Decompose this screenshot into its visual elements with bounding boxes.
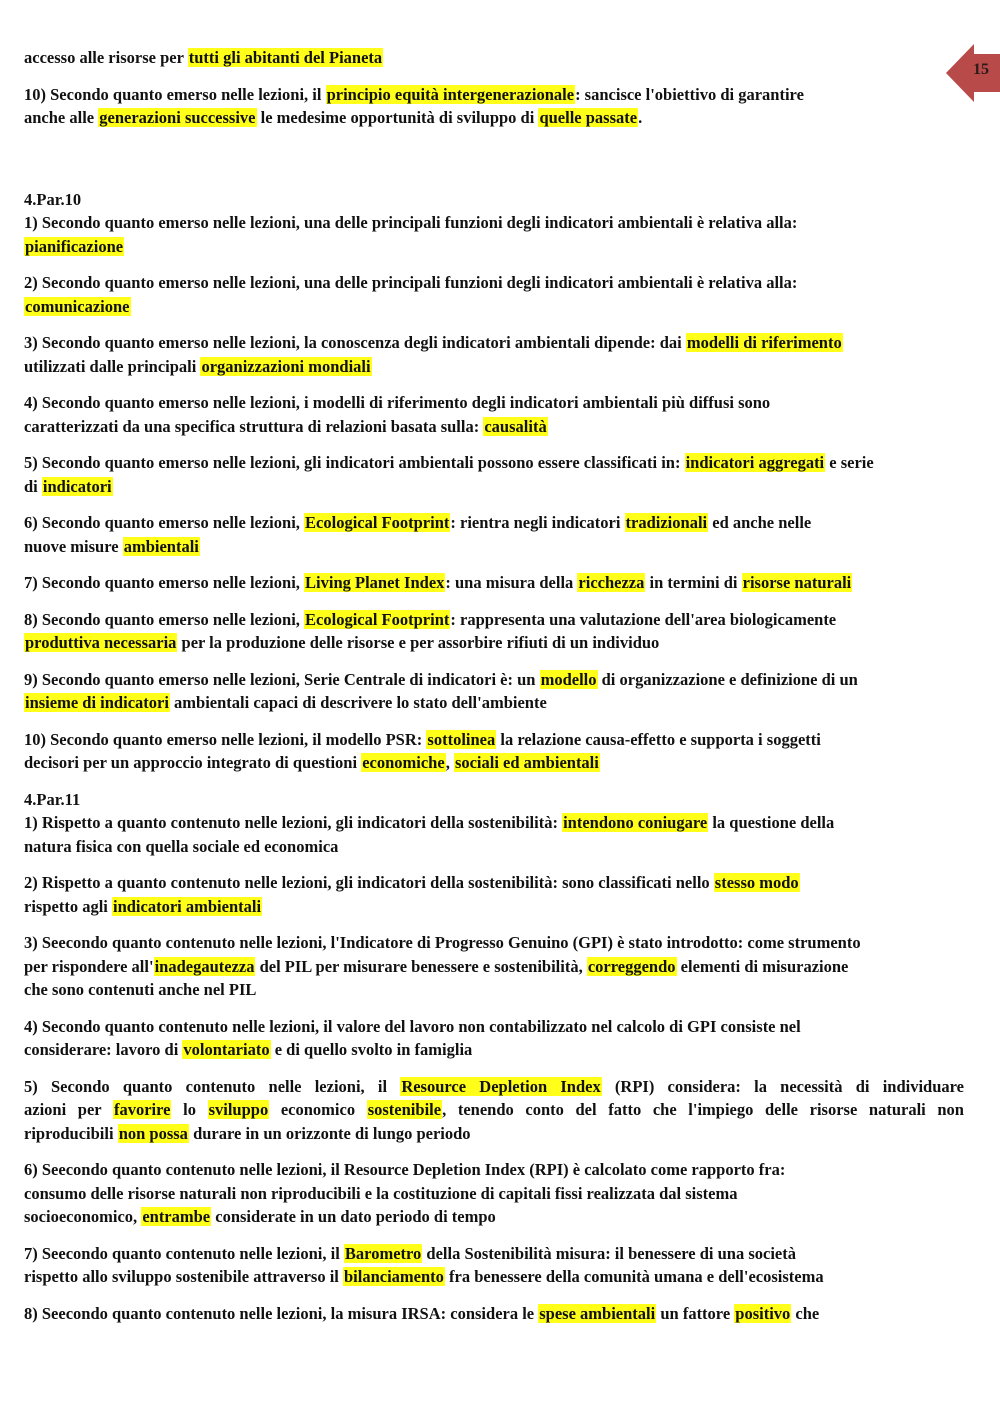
text-line <box>24 1242 964 1266</box>
text-line <box>24 751 964 775</box>
highlighted-answer: causalità <box>484 416 547 436</box>
highlighted-answer: risorse naturali <box>742 573 852 592</box>
highlighted-answer: indicatori ambientali <box>113 896 262 916</box>
text-run: durare in un orizzonte di lungo periodo <box>188 1123 471 1143</box>
text-line <box>24 871 964 895</box>
text-run: 2) Rispetto a quanto contenuto nelle lezioni, gli indicatori della sostenibilità: sono classificati nello <box>24 873 714 892</box>
text-run: in termini di <box>645 573 742 592</box>
question-item <box>24 391 964 438</box>
text-run: 5) Secondo quanto contenuto nelle lezioni, il <box>24 1076 401 1096</box>
text-run: 4) Secondo quanto contenuto nelle lezioni, il valore del lavoro non contabilizzato nel calcolo di GPI consiste nel <box>24 1016 801 1036</box>
highlighted-answer: principio equità intergenerazionale <box>326 84 575 104</box>
text-run: per la produzione delle risorse e per assorbire rifiuti di un individuo <box>177 633 660 652</box>
highlighted-answer: economiche <box>362 753 445 772</box>
text-run: che sono contenuti anche nel PIL <box>24 980 257 999</box>
text-line <box>24 235 964 259</box>
highlighted-answer: sviluppo <box>208 1100 269 1119</box>
text-run: caratterizzati da una specifica struttura di relazioni basata sulla: <box>24 416 484 436</box>
text-run: : rientra negli indicatori <box>450 513 625 532</box>
highlighted-answer: intendono coniugare <box>563 813 708 832</box>
continuation-paragraph <box>24 46 964 70</box>
text-run: considerate in un dato periodo di tempo <box>211 1207 496 1226</box>
text-line <box>24 668 964 692</box>
text-line <box>24 211 964 235</box>
question-item <box>24 1015 964 1062</box>
text-line <box>24 535 964 559</box>
text-run: 6) Secondo quanto emerso nelle lezioni, <box>24 513 305 532</box>
text-line <box>24 1182 964 1206</box>
question-item <box>24 571 964 595</box>
text-run: riproducibili <box>24 1123 118 1143</box>
text-line <box>24 415 964 439</box>
text-run: di <box>24 476 42 496</box>
highlighted-answer: indicatori aggregati <box>685 453 825 472</box>
question-item <box>24 668 964 715</box>
text-run: decisori per un approccio integrato di questioni <box>24 753 362 772</box>
highlighted-answer: ambientali <box>123 536 199 556</box>
text-run: e serie <box>825 453 874 472</box>
highlighted-answer: insieme di indicatori <box>25 693 169 712</box>
question-item <box>24 1242 964 1289</box>
highlighted-answer: comunicazione <box>25 296 130 316</box>
text-run: la questione della <box>708 813 835 832</box>
text-run: natura fisica con quella sociale ed economica <box>24 836 339 856</box>
highlighted-answer: stesso modo <box>714 873 799 892</box>
text-line <box>24 511 964 535</box>
highlighted-answer: tutti gli abitanti del Pianeta <box>188 48 383 67</box>
highlighted-answer: Living Planet Index <box>305 573 445 592</box>
text-line <box>24 1098 964 1122</box>
highlighted-answer: bilanciamento <box>344 1267 444 1286</box>
text-run: 1) Secondo quanto emerso nelle lezioni, una delle principali funzioni degli indicatori ambientali è relativa alla: <box>24 213 798 232</box>
highlighted-answer: volontariato <box>183 1040 270 1059</box>
text-run: che <box>791 1303 820 1323</box>
text-run: 8) Secondo quanto emerso nelle lezioni, <box>24 609 305 629</box>
text-line <box>24 1265 964 1289</box>
text-run: ambientali capaci di descrivere lo stato dell'ambiente <box>169 693 547 712</box>
highlighted-answer: spese ambientali <box>539 1303 656 1323</box>
text-run: considerare: lavoro di <box>24 1040 183 1059</box>
highlighted-answer: inadegautezza <box>154 956 255 976</box>
text-run: fra benessere della comunità umana e dell'ecosistema <box>444 1267 824 1286</box>
text-run: accesso alle risorse per <box>24 48 188 67</box>
text-run: 7) Secondo quanto emerso nelle lezioni, <box>24 573 305 592</box>
highlighted-answer: entrambe <box>142 1207 211 1226</box>
text-line <box>24 331 964 355</box>
text-run: la relazione causa-effetto e supporta i soggetti <box>496 729 821 749</box>
highlighted-answer: non possa <box>118 1123 188 1143</box>
text-run: consumo delle risorse naturali non riproducibili e la costituzione di capitali fissi realizzata dal sistema <box>24 1183 738 1203</box>
text-line <box>24 631 964 655</box>
text-run: anche alle <box>24 108 99 127</box>
highlighted-answer: quelle passate <box>539 108 638 127</box>
text-line <box>24 835 964 859</box>
highlighted-answer: correggendo <box>587 956 676 976</box>
question-item <box>24 608 964 655</box>
text-line <box>24 955 964 979</box>
text-line <box>24 1205 964 1229</box>
question-item <box>24 211 964 258</box>
text-run: , tenendo conto del fatto che l'impiego delle risorse naturali non <box>442 1100 964 1119</box>
text-run: : una misura della <box>445 573 578 592</box>
page-number: 15 <box>973 61 989 78</box>
question-item <box>24 871 964 918</box>
text-line <box>24 978 964 1002</box>
text-run: rispetto agli <box>24 896 112 916</box>
text-line <box>24 451 964 475</box>
question-item <box>24 1075 964 1146</box>
text-run: 7) Seecondo quanto contenuto nelle lezioni, il <box>24 1243 344 1263</box>
text-run: per rispondere all' <box>24 956 154 976</box>
text-line <box>24 728 964 752</box>
text-run: 1) Rispetto a quanto contenuto nelle lezioni, gli indicatori della sostenibilità: <box>24 813 563 832</box>
text-run: nuove misure <box>24 536 123 556</box>
highlighted-answer: favorire <box>113 1100 171 1119</box>
highlighted-answer: Ecological Footprint <box>305 513 450 532</box>
text-line <box>24 895 964 919</box>
text-run: 3) Seecondo quanto contenuto nelle lezioni, l'Indicatore di Progresso Genuino (GPI) è stato introdotto: come strumento <box>24 933 861 952</box>
text-run: 2) Secondo quanto emerso nelle lezioni, una delle principali funzioni degli indicatori ambientali è relativa alla: <box>24 273 798 292</box>
text-line <box>24 571 964 595</box>
text-run: : sancisce l'obiettivo di garantire <box>575 84 804 104</box>
highlighted-answer: sottolinea <box>427 729 496 749</box>
text-run: 3) Secondo quanto emerso nelle lezioni, la conoscenza degli indicatori ambientali dipende: dai <box>24 333 686 352</box>
highlighted-answer: indicatori <box>42 476 112 496</box>
highlighted-answer: tradizionali <box>625 513 708 532</box>
text-line <box>24 271 964 295</box>
text-run: socioeconomico, <box>24 1207 142 1226</box>
section-heading: 4.Par.10 <box>24 189 82 209</box>
highlighted-answer: produttiva necessaria <box>25 633 177 652</box>
text-line <box>24 1122 964 1146</box>
highlighted-answer: modelli di riferimento <box>686 333 842 352</box>
text-run: (RPI) considera: la necessità di individuare <box>601 1076 965 1096</box>
text-run: e di quello svolto in famiglia <box>270 1040 473 1059</box>
text-run: 4) Secondo quanto emerso nelle lezioni, i modelli di riferimento degli indicatori ambientali più diffusi sono <box>24 393 771 412</box>
question-item <box>24 1302 964 1326</box>
text-run: 5) Secondo quanto emerso nelle lezioni, gli indicatori ambientali possono essere classificati in: <box>24 453 685 472</box>
text-run: rispetto allo sviluppo sostenibile attraverso il <box>24 1267 343 1286</box>
text-line <box>24 475 964 499</box>
highlighted-answer: sociali ed ambientali <box>454 753 599 772</box>
text-line <box>24 811 964 835</box>
text-line <box>24 1015 964 1039</box>
text-run: 10) Secondo quanto emerso nelle lezioni, il <box>24 84 326 104</box>
highlighted-answer: ricchezza <box>578 573 645 592</box>
text-line <box>24 931 964 955</box>
text-line <box>24 106 964 130</box>
text-line <box>24 1038 964 1062</box>
text-line <box>24 691 964 715</box>
text-line <box>24 1075 964 1099</box>
text-run: ed anche nelle <box>708 513 812 532</box>
text-run: : rappresenta una valutazione dell'area biologicamente <box>450 609 837 629</box>
highlighted-answer: sostenibile <box>367 1100 442 1119</box>
text-line <box>24 1302 964 1326</box>
question-item <box>24 83 964 130</box>
text-run: del PIL per misurare benessere e sostenibilità, <box>255 956 587 976</box>
question-item <box>24 511 964 558</box>
question-item <box>24 271 964 318</box>
question-item <box>24 728 964 775</box>
text-run: elementi di misurazione <box>676 956 849 976</box>
text-run: , <box>445 753 454 772</box>
question-item <box>24 931 964 1002</box>
question-item <box>24 811 964 858</box>
highlighted-answer: organizzazioni mondiali <box>201 356 371 376</box>
text-run: lo <box>171 1100 208 1119</box>
section-heading: 4.Par.11 <box>24 789 81 809</box>
text-line <box>24 355 964 379</box>
text-line <box>24 1158 964 1182</box>
text-run: le medesime opportunità di sviluppo di <box>256 108 539 127</box>
highlighted-answer: positivo <box>735 1303 791 1323</box>
text-run: 6) Seecondo quanto contenuto nelle lezioni, il Resource Depletion Index (RPI) è calcolato come rapporto fra: <box>24 1160 786 1179</box>
text-run: di organizzazione e definizione di un <box>597 669 858 689</box>
question-item <box>24 451 964 498</box>
highlighted-answer: pianificazione <box>25 236 124 256</box>
text-run: 10) Secondo quanto emerso nelle lezioni, il modello PSR: <box>24 729 427 749</box>
text-run: 9) Secondo quanto emerso nelle lezioni, Serie Centrale di indicatori è: un <box>24 669 540 689</box>
text-run: un fattore <box>656 1303 735 1323</box>
text-line <box>24 83 964 107</box>
document-body <box>24 46 964 1338</box>
highlighted-answer: Barometro <box>344 1243 422 1263</box>
highlighted-answer: generazioni successive <box>99 108 256 127</box>
text-line <box>24 295 964 319</box>
highlighted-answer: modello <box>540 669 597 689</box>
question-item <box>24 1158 964 1229</box>
text-run: economico <box>269 1100 367 1119</box>
text-line <box>24 608 964 632</box>
text-run: utilizzati dalle principali <box>24 356 201 376</box>
highlighted-answer: Resource Depletion Index <box>401 1076 601 1096</box>
text-run: 8) Seecondo quanto contenuto nelle lezioni, la misura IRSA: considera le <box>24 1303 539 1323</box>
text-line <box>24 391 964 415</box>
text-run: della Sostenibilità misura: il benessere di una società <box>422 1243 797 1263</box>
text-line <box>24 46 964 70</box>
highlighted-answer: Ecological Footprint <box>305 609 450 629</box>
text-run: azioni per <box>24 1100 113 1119</box>
text-run: . <box>638 108 643 127</box>
question-item <box>24 331 964 378</box>
